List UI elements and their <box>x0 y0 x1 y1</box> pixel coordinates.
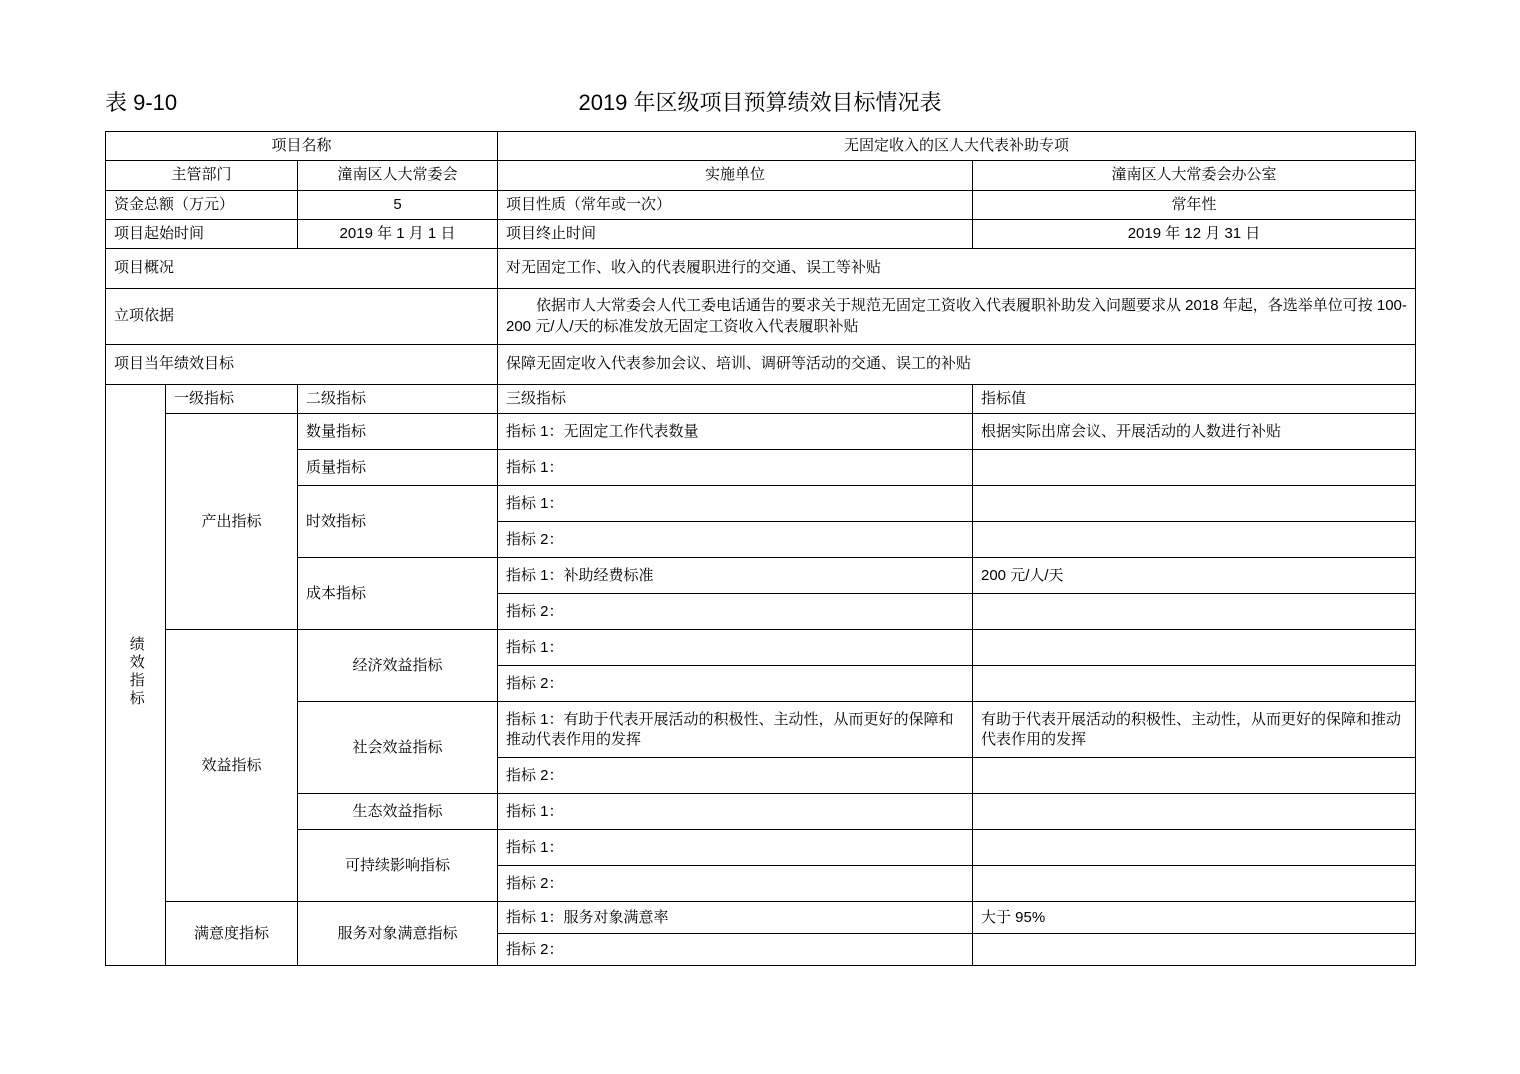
level1-output: 产出指标 <box>166 414 298 630</box>
table-row-indicator-header <box>106 385 1416 414</box>
level2-economic-benefit: 经济效益指标 <box>298 630 498 702</box>
table-row-project-name <box>106 132 1416 161</box>
table-row <box>106 486 1416 522</box>
overview-label: 项目概况 <box>106 249 498 289</box>
indicator-value <box>973 934 1416 966</box>
level3-text: 指标 2： <box>498 866 973 902</box>
level3-text: 指标 1： <box>498 630 973 666</box>
table-row-amount-nature <box>106 190 1416 219</box>
indicator-value: 有助于代表开展活动的积极性、主动性，从而更好的保障和推动代表作用的发挥 <box>973 702 1416 758</box>
level2-social-benefit: 社会效益指标 <box>298 702 498 794</box>
table-row <box>106 902 1416 934</box>
indicator-value <box>973 630 1416 666</box>
start-date-label: 项目起始时间 <box>106 219 298 248</box>
annual-goal-value: 保障无固定收入代表参加会议、培训、调研等活动的交通、误工的补贴 <box>498 345 1416 385</box>
indicator-value <box>973 522 1416 558</box>
side-label-text: 绩效指标 <box>127 636 145 708</box>
indicator-value <box>973 830 1416 866</box>
document-header <box>105 88 1415 122</box>
level2-quality: 质量指标 <box>298 450 498 486</box>
dept-label: 主管部门 <box>106 161 298 190</box>
table-row <box>106 558 1416 594</box>
nature-value: 常年性 <box>973 190 1416 219</box>
level1-satisfaction: 满意度指标 <box>166 902 298 966</box>
level2-service-satisfaction: 服务对象满意指标 <box>298 902 498 966</box>
level3-text: 指标 2： <box>498 666 973 702</box>
table-row-dates <box>106 219 1416 248</box>
unit-label: 实施单位 <box>498 161 973 190</box>
level1-benefit: 效益指标 <box>166 630 298 902</box>
level2-cost: 成本指标 <box>298 558 498 630</box>
table-row <box>106 830 1416 866</box>
end-date-label: 项目终止时间 <box>498 219 973 248</box>
basis-label: 立项依据 <box>106 289 498 345</box>
level2-timeliness: 时效指标 <box>298 486 498 558</box>
table-row <box>106 450 1416 486</box>
indicator-value <box>973 866 1416 902</box>
level3-text: 指标 1： <box>498 450 973 486</box>
dept-value: 潼南区人大常委会 <box>298 161 498 190</box>
level3-text: 指标 1：服务对象满意率 <box>498 902 973 934</box>
level3-text: 指标 1： <box>498 794 973 830</box>
start-date-value: 2019 年 1 月 1 日 <box>298 219 498 248</box>
document-title: 2019 年区级项目预算绩效目标情况表 <box>578 90 942 115</box>
level2-ecological-benefit: 生态效益指标 <box>298 794 498 830</box>
indicator-value <box>973 486 1416 522</box>
indicator-value <box>973 758 1416 794</box>
indicator-value: 大于 95% <box>973 902 1416 934</box>
indicator-value <box>973 594 1416 630</box>
level3-text: 指标 2： <box>498 758 973 794</box>
project-name-label: 项目名称 <box>106 132 498 161</box>
indicator-value: 200 元/人/天 <box>973 558 1416 594</box>
unit-value: 潼南区人大常委会办公室 <box>973 161 1416 190</box>
nature-label: 项目性质（常年或一次） <box>498 190 973 219</box>
table-row-departments <box>106 161 1416 190</box>
level3-text: 指标 1： <box>498 486 973 522</box>
table-row <box>106 702 1416 758</box>
table-row <box>106 630 1416 666</box>
table-row-basis <box>106 289 1416 345</box>
basis-value: 依据市人大常委会人代工委电话通告的要求关于规范无固定工资收入代表履职补助发入问题要求从 2018 年起，各选举单位可按 100-200 元/人/天的标准发放无固定工资收入代表履职补贴 <box>498 289 1416 345</box>
level2-sustainable-impact: 可持续影响指标 <box>298 830 498 902</box>
column-header-level2: 二级指标 <box>298 385 498 414</box>
table-row-annual-goal <box>106 345 1416 385</box>
amount-label: 资金总额（万元） <box>106 190 298 219</box>
overview-value: 对无固定工作、收入的代表履职进行的交通、误工等补贴 <box>498 249 1416 289</box>
project-name-value: 无固定收入的区人大代表补助专项 <box>498 132 1416 161</box>
end-date-value: 2019 年 12 月 31 日 <box>973 219 1416 248</box>
column-header-level1: 一级指标 <box>166 385 298 414</box>
level2-quantity: 数量指标 <box>298 414 498 450</box>
level3-text: 指标 1： <box>498 830 973 866</box>
level3-text: 指标 2： <box>498 522 973 558</box>
level3-text: 指标 1：补助经费标准 <box>498 558 973 594</box>
indicator-value: 根据实际出席会议、开展活动的人数进行补贴 <box>973 414 1416 450</box>
annual-goal-label: 项目当年绩效目标 <box>106 345 498 385</box>
amount-value: 5 <box>298 190 498 219</box>
performance-indicator-side-label <box>106 385 166 966</box>
table-row <box>106 794 1416 830</box>
budget-performance-table <box>105 131 1416 966</box>
level3-text: 指标 1：无固定工作代表数量 <box>498 414 973 450</box>
table-row <box>106 414 1416 450</box>
level3-text: 指标 2： <box>498 934 973 966</box>
indicator-value <box>973 450 1416 486</box>
column-header-level3: 三级指标 <box>498 385 973 414</box>
indicator-value <box>973 666 1416 702</box>
table-row-overview <box>106 249 1416 289</box>
level3-text: 指标 2： <box>498 594 973 630</box>
column-header-value: 指标值 <box>973 385 1416 414</box>
table-number-label: 表 9-10 <box>105 90 178 115</box>
level3-text: 指标 1：有助于代表开展活动的积极性、主动性，从而更好的保障和推动代表作用的发挥 <box>498 702 973 758</box>
indicator-value <box>973 794 1416 830</box>
